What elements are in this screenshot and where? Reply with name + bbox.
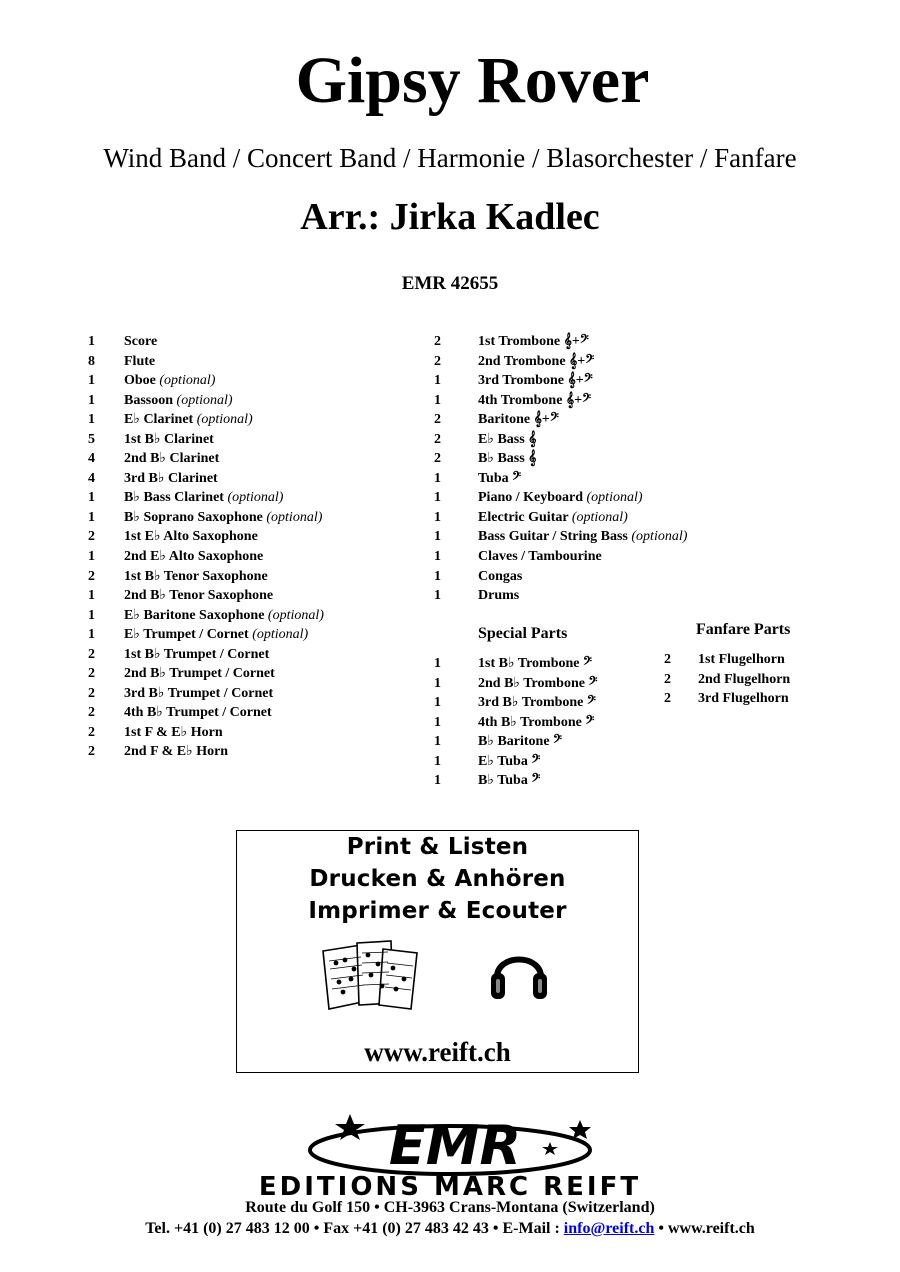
part-quantity: 4 — [88, 470, 95, 486]
print-listen-box — [236, 830, 639, 1073]
part-quantity: 1 — [88, 334, 95, 349]
part-quantity: 2 — [88, 724, 95, 740]
part-name — [478, 693, 596, 713]
part-quantity: 1 — [434, 695, 441, 711]
optional-note: (optional) — [266, 509, 323, 525]
part-row — [434, 693, 654, 713]
part-row — [88, 332, 408, 352]
arranger-credit: Arr.: Jirka Kadlec — [300, 196, 600, 238]
part-quantity: 1 — [434, 588, 441, 604]
part-name — [478, 430, 536, 450]
part-row — [88, 371, 408, 391]
part-row — [88, 410, 408, 430]
part-name-text: E♭ Tuba 𝄢 — [478, 753, 541, 769]
part-quantity: 1 — [434, 734, 441, 750]
part-row — [88, 625, 408, 645]
part-name — [124, 547, 263, 567]
part-name — [124, 332, 157, 352]
part-quantity: 2 — [88, 705, 95, 721]
part-name — [478, 674, 597, 694]
part-row — [88, 488, 408, 508]
part-quantity: 1 — [88, 549, 95, 565]
part-name — [478, 771, 540, 791]
optional-note: (optional) — [631, 529, 688, 545]
part-name — [478, 586, 519, 606]
part-name — [124, 606, 324, 626]
fanfare-parts-list — [664, 650, 844, 709]
page-title: Gipsy Rover — [295, 44, 650, 117]
part-name-text: Flute — [124, 353, 156, 369]
part-quantity: 1 — [88, 490, 95, 506]
part-row — [434, 430, 734, 450]
part-name-text: 1st B♭ Trumpet / Cornet — [124, 646, 270, 662]
part-row — [434, 527, 734, 547]
part-name-text: E♭ Trumpet / Cornet — [124, 627, 249, 643]
part-name — [478, 654, 592, 674]
part-row — [434, 371, 734, 391]
part-name-text: 2nd E♭ Alto Saxophone — [124, 549, 264, 565]
part-row — [434, 567, 734, 587]
contact-phone-fax: Tel. +41 (0) 27 483 12 00 • Fax +41 (0) 27 483 42 43 • E-Mail : — [145, 1220, 564, 1237]
part-quantity: 1 — [434, 549, 441, 565]
part-row — [88, 352, 408, 372]
part-name-text: 2nd B♭ Trombone 𝄢 — [478, 675, 598, 691]
fanfare-parts-heading: Fanfare Parts — [696, 621, 791, 638]
part-quantity: 1 — [88, 588, 95, 604]
part-name-text: 1st Flugelhorn — [698, 652, 785, 667]
part-row — [88, 723, 408, 743]
part-row — [88, 586, 408, 606]
part-quantity: 2 — [434, 451, 441, 467]
part-quantity: 1 — [434, 529, 441, 545]
promo-line-german: Drucken & Anhören — [309, 866, 566, 892]
part-name-text: B♭ Bass Clarinet — [124, 490, 224, 506]
part-name-text: E♭ Bass 𝄞 — [478, 431, 537, 447]
part-name-text: 3rd B♭ Trumpet / Cornet — [124, 685, 274, 701]
optional-note: (optional) — [586, 490, 643, 506]
part-name-text: Drums — [478, 588, 520, 604]
part-name — [124, 684, 273, 704]
contact-email-link[interactable]: info@reift.ch — [563, 1220, 655, 1237]
part-name — [478, 527, 687, 547]
part-row — [88, 391, 408, 411]
part-name-text: B♭ Soprano Saxophone — [124, 509, 263, 525]
part-name — [124, 430, 214, 450]
part-name — [124, 352, 155, 372]
part-row — [434, 332, 734, 352]
part-row — [88, 508, 408, 528]
part-quantity: 4 — [88, 451, 95, 467]
part-name-text: Congas — [478, 568, 523, 584]
part-name — [124, 508, 322, 528]
part-name-text: 2nd F & E♭ Horn — [124, 744, 229, 760]
part-name-text: Oboe — [124, 373, 156, 389]
part-name-text: B♭ Tuba 𝄢 — [478, 773, 541, 789]
part-name — [478, 449, 536, 469]
optional-note: (optional) — [252, 627, 309, 643]
part-name — [478, 732, 562, 752]
part-name-text: 3rd Flugelhorn — [698, 691, 789, 707]
part-row — [88, 684, 408, 704]
part-name-text: 2nd Trombone 𝄞+𝄢 — [478, 353, 595, 369]
part-name-text: 3rd Trombone 𝄞+𝄢 — [478, 373, 593, 389]
part-quantity: 2 — [88, 568, 95, 584]
part-name — [478, 567, 522, 587]
part-quantity: 2 — [664, 691, 671, 707]
part-row — [88, 645, 408, 665]
optional-note: (optional) — [227, 490, 284, 506]
part-name-text: 1st Trombone 𝄞+𝄢 — [478, 334, 589, 349]
part-quantity: 1 — [434, 373, 441, 389]
part-quantity: 1 — [88, 392, 95, 408]
part-name-text: 4th B♭ Trombone 𝄢 — [478, 714, 595, 730]
part-name-text: 2nd Flugelhorn — [698, 671, 791, 687]
part-row — [434, 352, 734, 372]
part-row — [434, 586, 734, 606]
part-row — [434, 410, 734, 430]
part-quantity: 2 — [434, 353, 441, 369]
part-quantity: 1 — [434, 470, 441, 486]
part-quantity: 2 — [664, 671, 671, 687]
part-name — [698, 650, 785, 670]
part-name — [478, 352, 594, 372]
part-row — [434, 713, 654, 733]
part-name — [478, 410, 559, 430]
part-name-text: 2nd B♭ Clarinet — [124, 451, 220, 467]
part-name — [124, 703, 272, 723]
part-name-text: E♭ Baritone Saxophone — [124, 607, 265, 623]
special-parts-list — [434, 654, 654, 791]
part-row — [434, 732, 654, 752]
part-name — [478, 713, 594, 733]
part-name-text: 1st B♭ Trombone 𝄢 — [478, 656, 593, 671]
part-row — [434, 771, 654, 791]
part-name — [478, 469, 521, 489]
part-name-text: Bassoon — [124, 392, 174, 408]
promo-line-english: Print & Listen — [346, 834, 529, 860]
catalog-number: EMR 42655 — [401, 273, 499, 294]
part-quantity: 1 — [434, 656, 441, 671]
publisher-name: EDITIONS MARC REIFT — [258, 1172, 642, 1202]
part-name-text: 1st E♭ Alto Saxophone — [124, 529, 258, 545]
promo-website-link[interactable]: www.reift.ch — [364, 1037, 511, 1067]
part-quantity: 2 — [88, 744, 95, 760]
part-row — [434, 449, 734, 469]
part-name — [124, 371, 215, 391]
part-quantity: 1 — [434, 714, 441, 730]
part-row — [88, 567, 408, 587]
optional-note: (optional) — [196, 412, 253, 428]
part-name-text: 4th B♭ Trumpet / Cornet — [124, 705, 272, 721]
part-name — [124, 742, 228, 762]
part-row — [434, 508, 734, 528]
ensemble-subtitle: Wind Band / Concert Band / Harmonie / Blasorchester / Fanfare — [103, 143, 797, 173]
part-name — [124, 664, 275, 684]
part-row — [434, 752, 654, 772]
part-name — [124, 410, 253, 430]
part-quantity: 2 — [434, 431, 441, 447]
part-name-text: 4th Trombone 𝄞+𝄢 — [478, 392, 592, 408]
part-quantity: 2 — [434, 334, 441, 349]
part-name-text: Claves / Tambourine — [478, 549, 602, 565]
part-row — [88, 527, 408, 547]
part-name — [124, 469, 218, 489]
part-row — [88, 449, 408, 469]
headphones-icon — [487, 939, 551, 1003]
part-row — [664, 689, 844, 709]
part-quantity: 1 — [434, 753, 441, 769]
part-row — [434, 547, 734, 567]
part-name — [478, 332, 589, 352]
part-row — [88, 469, 408, 489]
part-row — [434, 654, 654, 674]
part-quantity: 2 — [88, 685, 95, 701]
part-quantity: 2 — [88, 529, 95, 545]
part-name — [124, 586, 273, 606]
optional-note: (optional) — [267, 607, 324, 623]
part-name — [698, 689, 789, 709]
part-name — [124, 527, 258, 547]
part-quantity: 8 — [88, 353, 95, 369]
promo-line-french: Imprimer & Ecouter — [308, 898, 567, 924]
part-quantity: 1 — [88, 607, 95, 623]
parts-list-right — [434, 332, 734, 606]
part-name-text: 1st B♭ Clarinet — [124, 431, 214, 447]
part-name — [478, 488, 643, 508]
part-name-text: 3rd B♭ Trombone 𝄢 — [478, 695, 596, 711]
part-name — [124, 391, 233, 411]
part-name — [698, 670, 790, 690]
part-row — [88, 703, 408, 723]
optional-note: (optional) — [176, 392, 233, 408]
part-row — [664, 670, 844, 690]
part-quantity: 1 — [434, 392, 441, 408]
optional-note: (optional) — [571, 509, 628, 525]
part-name — [124, 449, 219, 469]
part-name-text: Electric Guitar — [478, 509, 569, 525]
part-name-text: Baritone 𝄞+𝄢 — [478, 412, 559, 428]
part-quantity: 1 — [88, 412, 95, 428]
part-quantity: 1 — [88, 509, 95, 525]
part-quantity: 2 — [88, 646, 95, 662]
part-row — [434, 488, 734, 508]
part-name-text: Score — [124, 334, 158, 349]
part-row — [88, 547, 408, 567]
part-name — [478, 391, 591, 411]
part-name-text: Bass Guitar / String Bass — [478, 529, 628, 545]
part-name — [478, 547, 602, 567]
publisher-address: Route du Golf 150 • CH-3963 Crans-Montana (Switzerland) — [245, 1199, 655, 1216]
part-row — [88, 606, 408, 626]
part-name-text: 2nd B♭ Trumpet / Cornet — [124, 666, 275, 682]
part-name-text: B♭ Baritone 𝄢 — [478, 734, 563, 750]
part-quantity: 1 — [88, 373, 95, 389]
contact-line — [0, 1220, 900, 1238]
special-parts-heading: Special Parts — [478, 625, 568, 642]
part-row — [434, 469, 734, 489]
part-quantity: 1 — [434, 568, 441, 584]
part-name — [124, 723, 223, 743]
part-quantity: 5 — [88, 431, 95, 447]
part-name-text: Piano / Keyboard — [478, 490, 584, 506]
part-name-text: B♭ Bass 𝄞 — [478, 451, 537, 467]
logo-text: EMR — [388, 1114, 522, 1177]
part-name — [124, 645, 269, 665]
part-name — [478, 371, 593, 391]
part-name — [124, 488, 283, 508]
part-quantity: 2 — [88, 666, 95, 682]
part-row — [88, 430, 408, 450]
part-quantity: 2 — [434, 412, 441, 428]
optional-note: (optional) — [159, 373, 216, 389]
parts-list-left — [88, 332, 408, 762]
part-name — [124, 567, 268, 587]
part-name-text: E♭ Clarinet — [124, 412, 194, 428]
part-name-text: 3rd B♭ Clarinet — [124, 470, 218, 486]
part-quantity: 1 — [88, 627, 95, 643]
part-row — [88, 742, 408, 762]
part-name-text: 1st B♭ Tenor Saxophone — [124, 568, 268, 584]
part-row — [434, 674, 654, 694]
part-name-text: 1st F & E♭ Horn — [124, 724, 223, 740]
part-quantity: 1 — [434, 490, 441, 506]
part-row — [88, 664, 408, 684]
part-quantity: 1 — [434, 675, 441, 691]
part-name — [478, 508, 628, 528]
contact-website: • www.reift.ch — [654, 1220, 755, 1237]
part-name — [124, 625, 308, 645]
part-row — [434, 391, 734, 411]
part-row — [664, 650, 844, 670]
part-name-text: Tuba 𝄢 — [478, 470, 522, 486]
sheet-music-icon — [321, 939, 423, 1011]
part-name-text: 2nd B♭ Tenor Saxophone — [124, 588, 274, 604]
part-name — [478, 752, 540, 772]
part-quantity: 1 — [434, 509, 441, 525]
part-quantity: 1 — [434, 773, 441, 789]
part-quantity: 2 — [664, 652, 671, 667]
